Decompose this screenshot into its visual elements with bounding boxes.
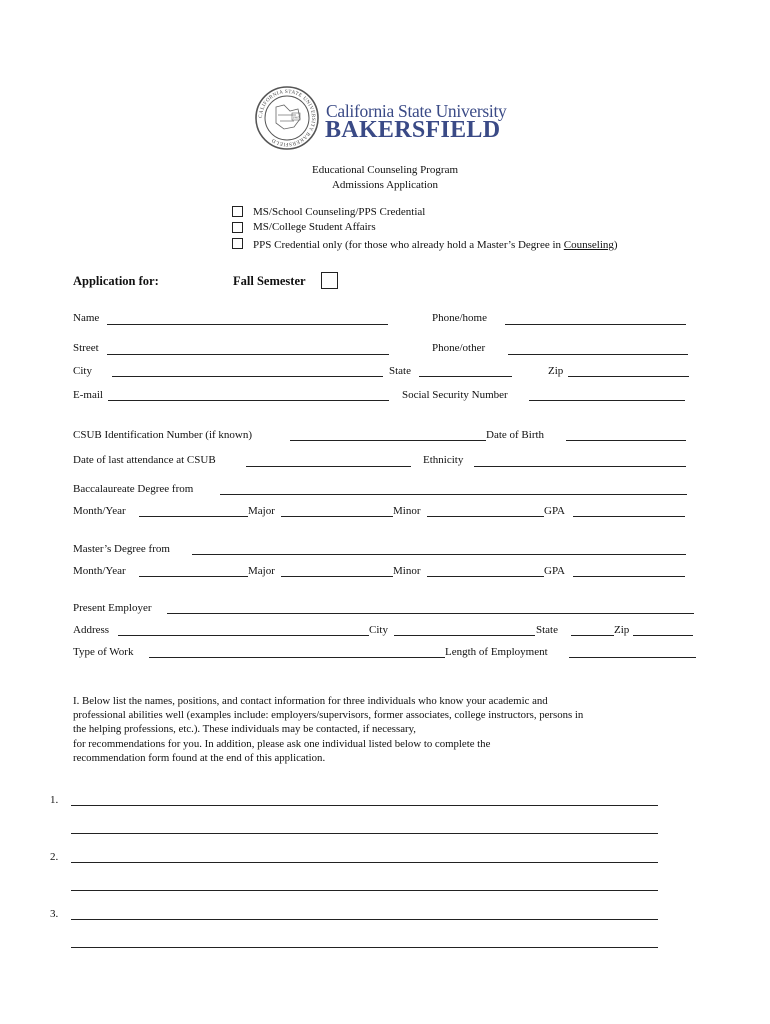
employer-input[interactable] [167, 613, 694, 614]
state-input[interactable] [419, 376, 512, 377]
bacc-month-year-input[interactable] [139, 516, 248, 517]
logo-campus-name: BAKERSFIELD [325, 117, 501, 143]
type-of-work-input[interactable] [149, 657, 445, 658]
bacc-degree-label: Baccalaureate Degree from [73, 483, 194, 495]
reference-2-number: 2. [50, 851, 59, 863]
fall-semester-checkbox[interactable] [321, 272, 338, 289]
bacc-minor-input[interactable] [427, 516, 544, 517]
instruction-line: for recommendations for you. In addition, please ask one individual listed below to complete the [73, 737, 491, 750]
masters-gpa-input[interactable] [573, 576, 685, 577]
bacc-gpa-input[interactable] [573, 516, 685, 517]
employer-label: Present Employer [73, 602, 152, 614]
reference-3-line-2[interactable] [71, 947, 658, 948]
bacc-gpa-label: GPA [544, 505, 565, 517]
reference-1-number: 1. [50, 794, 59, 806]
csub-id-label: CSUB Identification Number (if known) [73, 429, 253, 441]
masters-degree-input[interactable] [192, 554, 686, 555]
masters-major-input[interactable] [281, 576, 393, 577]
option-school-counseling-label: MS/School Counseling/PPS Credential [253, 206, 426, 218]
instruction-line: the helping professions, etc.). These individuals may be contacted, if necessary, [73, 723, 416, 736]
masters-degree-label: Master’s Degree from [73, 543, 170, 555]
length-employment-label: Length of Employment [445, 646, 548, 658]
zip-label: Zip [548, 365, 564, 377]
state-label: State [389, 365, 411, 377]
employer-zip-label: Zip [614, 624, 630, 636]
ethnicity-label: Ethnicity [423, 454, 464, 466]
bacc-major-input[interactable] [281, 516, 393, 517]
university-logo [252, 83, 512, 153]
phone-home-label: Phone/home [432, 312, 487, 324]
ssn-input[interactable] [529, 400, 685, 401]
masters-month-year-input[interactable] [139, 576, 248, 577]
name-input[interactable] [107, 324, 388, 325]
type-of-work-label: Type of Work [73, 646, 134, 658]
address-label: Address [73, 624, 110, 636]
last-attendance-input[interactable] [246, 466, 411, 467]
reference-2-line-1[interactable] [71, 862, 658, 863]
counseling-link: Counseling [563, 239, 614, 251]
reference-1-line-1[interactable] [71, 805, 658, 806]
employer-state-label: State [536, 624, 558, 636]
street-input[interactable] [107, 354, 389, 355]
reference-1-line-2[interactable] [71, 833, 658, 834]
email-label: E-mail [73, 389, 103, 401]
ethnicity-input[interactable] [474, 466, 686, 467]
city-input[interactable] [112, 376, 383, 377]
instruction-line: professional abilities well (examples include: employers/supervisors, former associates, college instructors, persons in [73, 709, 584, 722]
masters-minor-label: Minor [393, 565, 421, 577]
masters-major-label: Major [248, 565, 275, 577]
bacc-major-label: Major [248, 505, 275, 517]
masters-minor-input[interactable] [427, 576, 544, 577]
zip-input[interactable] [568, 376, 689, 377]
phone-home-input[interactable] [505, 324, 686, 325]
instruction-line: I. Below list the names, positions, and contact information for three individuals who know your academic and [73, 695, 548, 707]
phone-other-label: Phone/other [432, 342, 486, 354]
instruction-line: recommendation form found at the end of this application. [73, 751, 326, 764]
option-school-counseling-checkbox[interactable] [232, 206, 243, 217]
masters-month-year-label: Month/Year [73, 565, 126, 577]
street-label: Street [73, 342, 99, 354]
university-seal-icon [254, 85, 320, 151]
employer-state-input[interactable] [571, 635, 614, 636]
option-college-affairs-checkbox[interactable] [232, 222, 243, 233]
csub-id-input[interactable] [290, 440, 486, 441]
last-attendance-label: Date of last attendance at CSUB [73, 454, 216, 466]
option-pps-only-label: PPS Credential only (for those who already hold a Master’s Degree in Counseling) [253, 239, 618, 251]
address-input[interactable] [118, 635, 369, 636]
section-one-instructions [73, 694, 713, 765]
reference-2-line-2[interactable] [71, 890, 658, 891]
name-label: Name [73, 312, 100, 324]
bacc-minor-label: Minor [393, 505, 421, 517]
form-title: Admissions Application [331, 179, 439, 191]
employer-zip-input[interactable] [633, 635, 693, 636]
svg-text:CALIFORNIA STATE UNIVERSITY BA: CALIFORNIA STATE UNIVERSITY BAKERSFIELD [257, 88, 317, 148]
length-employment-input[interactable] [569, 657, 696, 658]
bacc-month-year-label: Month/Year [73, 505, 126, 517]
semester-label: Fall Semester [233, 274, 306, 288]
option-college-affairs-label: MS/College Student Affairs [253, 221, 376, 233]
option-pps-only-checkbox[interactable] [232, 238, 243, 249]
phone-other-input[interactable] [508, 354, 688, 355]
reference-3-number: 3. [50, 908, 59, 920]
ssn-label: Social Security Number [402, 389, 508, 401]
masters-gpa-label: GPA [544, 565, 565, 577]
city-label: City [73, 365, 92, 377]
reference-3-line-1[interactable] [71, 919, 658, 920]
bacc-degree-input[interactable] [220, 494, 687, 495]
application-for-label: Application for: [73, 274, 159, 288]
svg-text:1965: 1965 [292, 115, 300, 120]
employer-city-label: City [369, 624, 388, 636]
employer-city-input[interactable] [394, 635, 535, 636]
logo-university-name: California State University [326, 101, 507, 121]
dob-label: Date of Birth [486, 429, 545, 441]
program-title: Educational Counseling Program [311, 164, 459, 176]
dob-input[interactable] [566, 440, 686, 441]
email-input[interactable] [108, 400, 389, 401]
